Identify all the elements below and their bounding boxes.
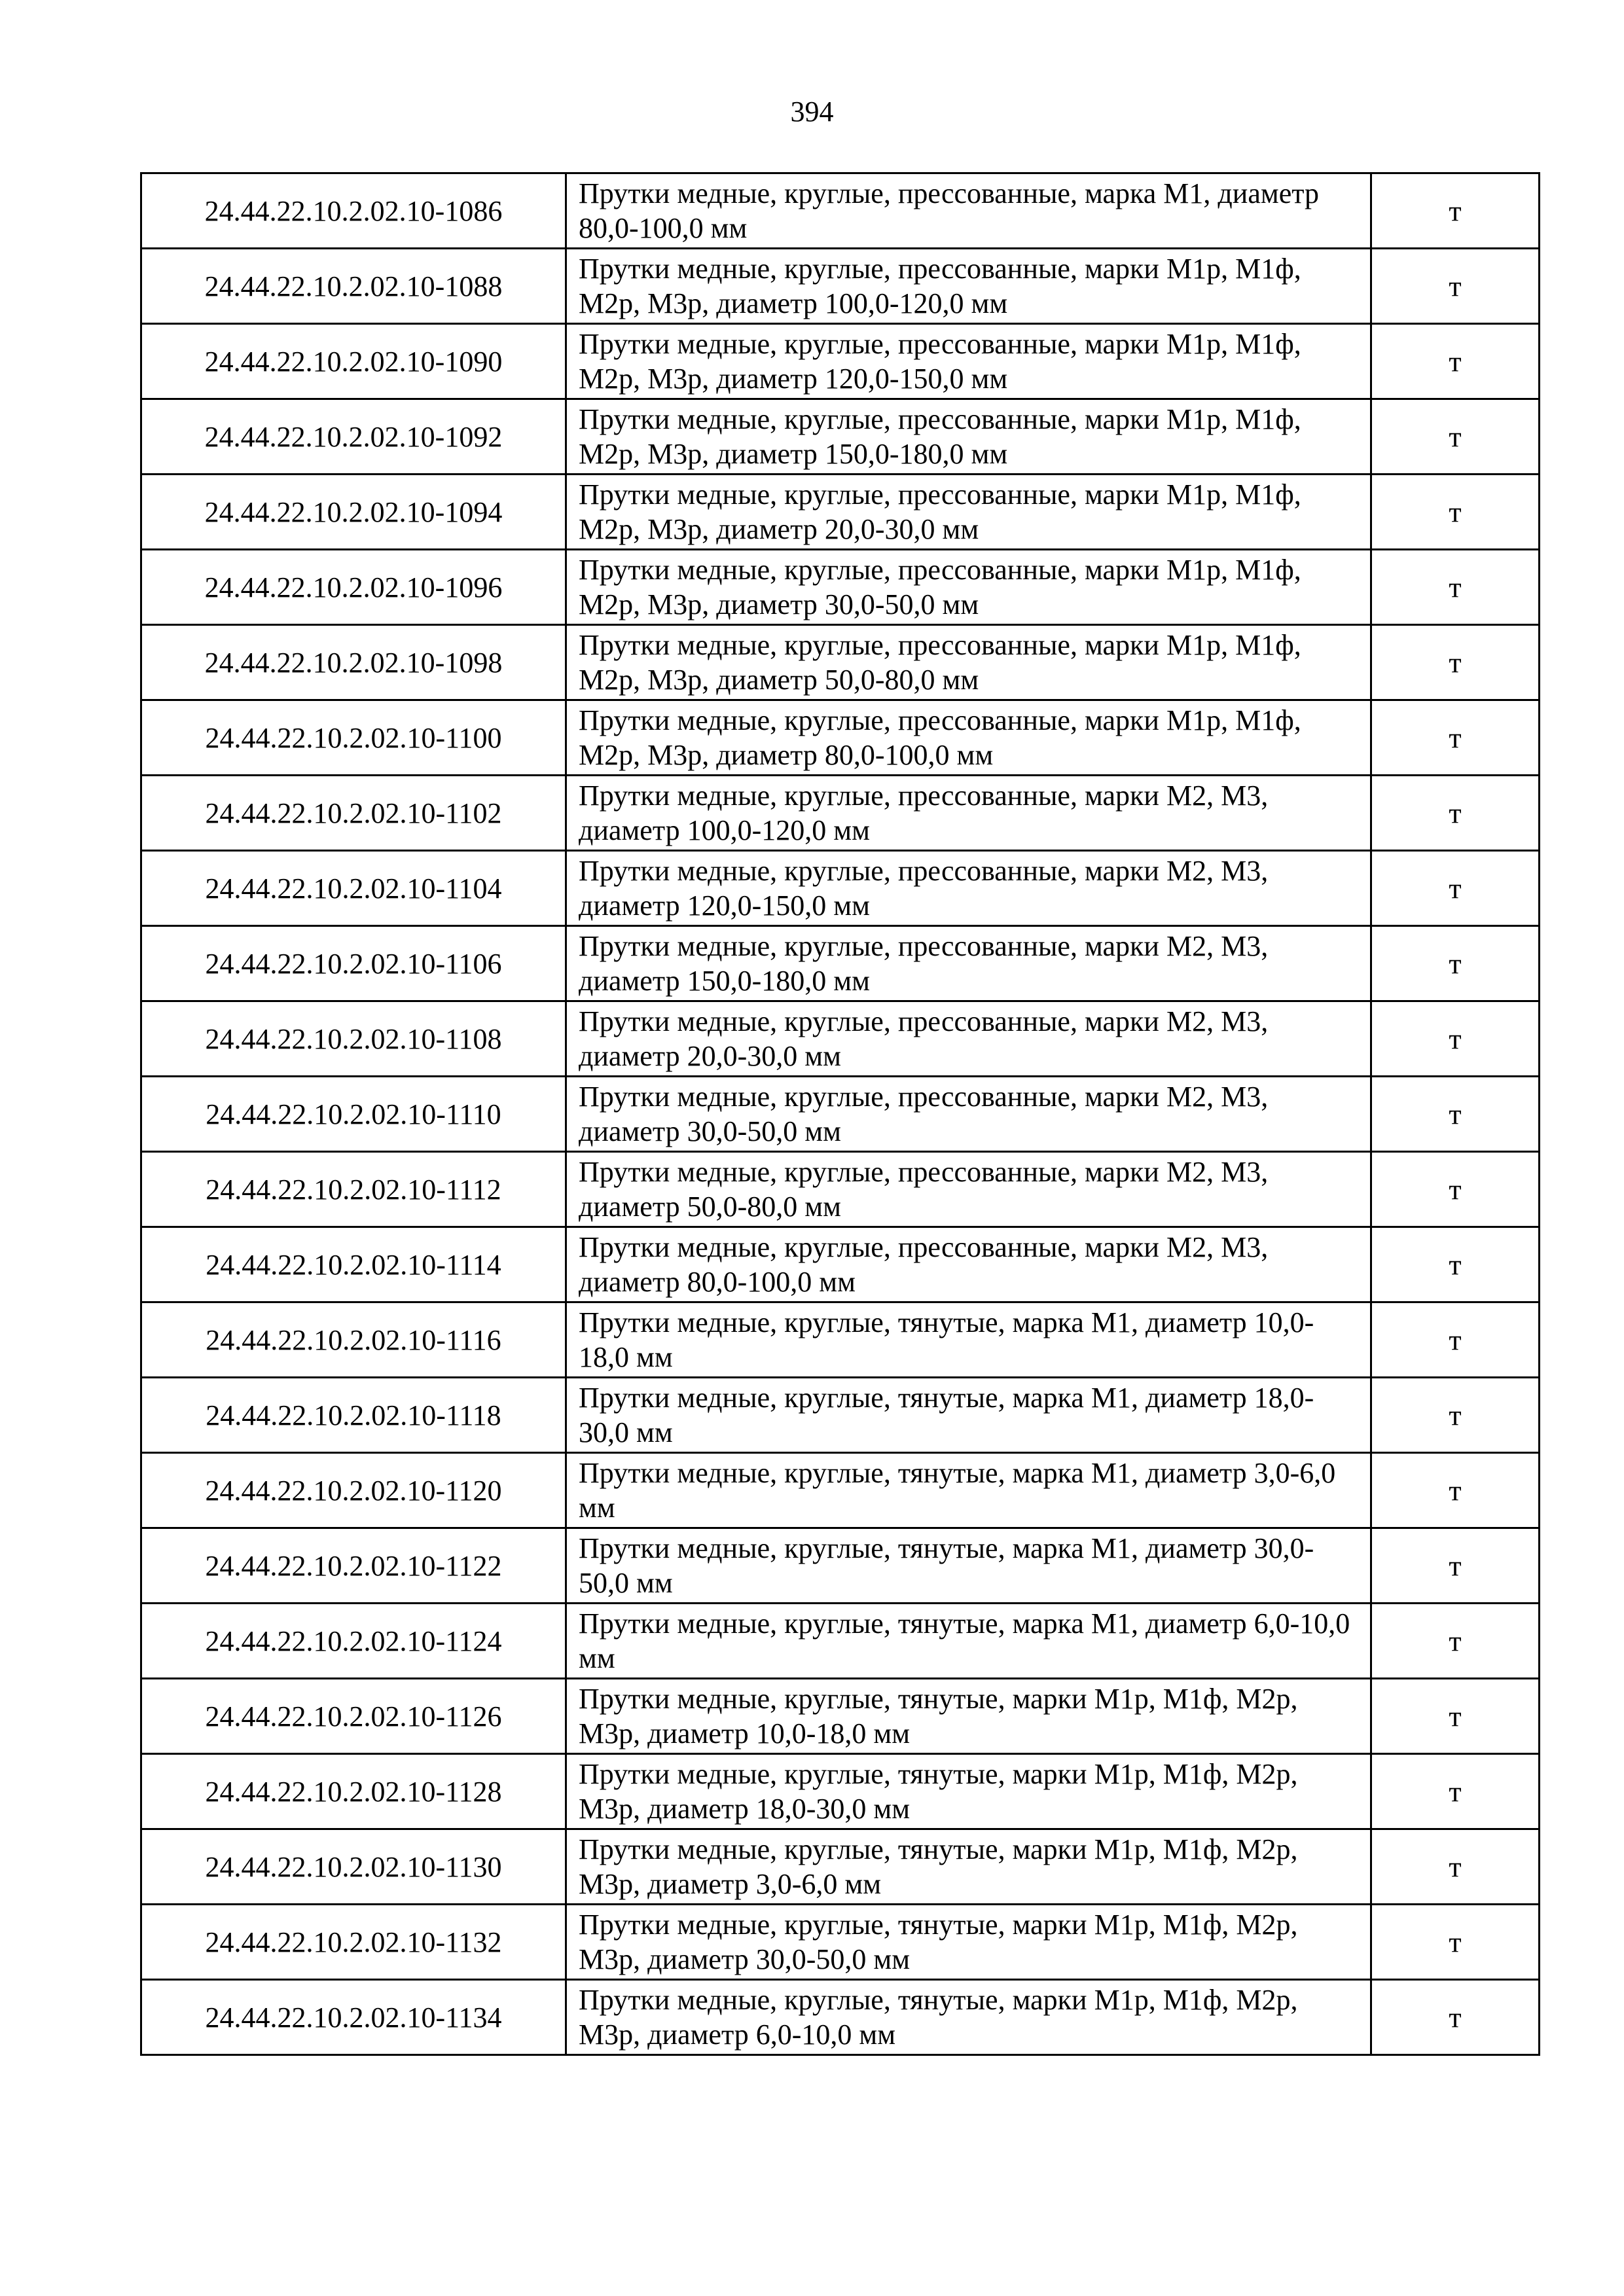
resource-code-cell: 24.44.22.10.2.02.10-1100 — [141, 700, 566, 776]
resource-code-cell: 24.44.22.10.2.02.10-1126 — [141, 1679, 566, 1754]
resource-name-cell: Прутки медные, круглые, прессованные, марки М1р, М1ф, М2р, М3р, диаметр 120,0-150,0 мм — [566, 324, 1371, 399]
unit-cell: т — [1371, 1378, 1540, 1453]
unit-cell: т — [1371, 324, 1540, 399]
table-row — [141, 1679, 1540, 1754]
resource-name-cell: Прутки медные, круглые, прессованные, марки М1р, М1ф, М2р, М3р, диаметр 30,0-50,0 мм — [566, 550, 1371, 625]
resource-name-cell: Прутки медные, круглые, тянутые, марка М1, диаметр 10,0-18,0 мм — [566, 1302, 1371, 1378]
resource-code-cell: 24.44.22.10.2.02.10-1134 — [141, 1980, 566, 2055]
unit-cell: т — [1371, 173, 1540, 249]
table-body — [141, 173, 1540, 2055]
unit-cell: т — [1371, 1302, 1540, 1378]
resource-code-cell: 24.44.22.10.2.02.10-1104 — [141, 851, 566, 926]
resource-name-cell: Прутки медные, круглые, прессованные, марки М2, М3, диаметр 50,0-80,0 мм — [566, 1152, 1371, 1227]
unit-cell: т — [1371, 1829, 1540, 1905]
table-row — [141, 1980, 1540, 2055]
resource-code-cell: 24.44.22.10.2.02.10-1096 — [141, 550, 566, 625]
resource-code-cell: 24.44.22.10.2.02.10-1094 — [141, 475, 566, 550]
unit-cell: т — [1371, 475, 1540, 550]
table-row — [141, 1604, 1540, 1679]
resource-code-cell: 24.44.22.10.2.02.10-1120 — [141, 1453, 566, 1528]
resource-name-cell: Прутки медные, круглые, прессованные, марки М2, М3, диаметр 20,0-30,0 мм — [566, 1001, 1371, 1077]
unit-cell: т — [1371, 399, 1540, 475]
table-row — [141, 550, 1540, 625]
resource-name-cell: Прутки медные, круглые, прессованные, марки М1р, М1ф, М2р, М3р, диаметр 80,0-100,0 мм — [566, 700, 1371, 776]
unit-cell: т — [1371, 249, 1540, 324]
resource-code-cell: 24.44.22.10.2.02.10-1098 — [141, 625, 566, 700]
unit-cell: т — [1371, 1152, 1540, 1227]
table-row — [141, 324, 1540, 399]
unit-cell: т — [1371, 625, 1540, 700]
resource-table — [140, 172, 1540, 2056]
table-row — [141, 1528, 1540, 1604]
resource-code-cell: 24.44.22.10.2.02.10-1130 — [141, 1829, 566, 1905]
table-row — [141, 926, 1540, 1001]
unit-cell: т — [1371, 776, 1540, 851]
unit-cell: т — [1371, 1528, 1540, 1604]
unit-cell: т — [1371, 1077, 1540, 1152]
resource-name-cell: Прутки медные, круглые, прессованные, марка М1, диаметр 80,0-100,0 мм — [566, 173, 1371, 249]
unit-cell: т — [1371, 1453, 1540, 1528]
resource-code-cell: 24.44.22.10.2.02.10-1090 — [141, 324, 566, 399]
table-row — [141, 1001, 1540, 1077]
resource-code-cell: 24.44.22.10.2.02.10-1116 — [141, 1302, 566, 1378]
unit-cell: т — [1371, 1001, 1540, 1077]
resource-code-cell: 24.44.22.10.2.02.10-1092 — [141, 399, 566, 475]
table-row — [141, 1302, 1540, 1378]
resource-name-cell: Прутки медные, круглые, тянутые, марки М1р, М1ф, М2р, М3р, диаметр 18,0-30,0 мм — [566, 1754, 1371, 1829]
resource-name-cell: Прутки медные, круглые, тянутые, марки М1р, М1ф, М2р, М3р, диаметр 30,0-50,0 мм — [566, 1905, 1371, 1980]
resource-name-cell: Прутки медные, круглые, прессованные, марки М2, М3, диаметр 120,0-150,0 мм — [566, 851, 1371, 926]
resource-name-cell: Прутки медные, круглые, тянутые, марки М1р, М1ф, М2р, М3р, диаметр 10,0-18,0 мм — [566, 1679, 1371, 1754]
resource-code-cell: 24.44.22.10.2.02.10-1122 — [141, 1528, 566, 1604]
resource-name-cell: Прутки медные, круглые, прессованные, марки М2, М3, диаметр 100,0-120,0 мм — [566, 776, 1371, 851]
resource-code-cell: 24.44.22.10.2.02.10-1108 — [141, 1001, 566, 1077]
unit-cell: т — [1371, 550, 1540, 625]
resource-code-cell: 24.44.22.10.2.02.10-1088 — [141, 249, 566, 324]
page-number: 394 — [790, 96, 834, 128]
table-row — [141, 1905, 1540, 1980]
resource-code-cell: 24.44.22.10.2.02.10-1106 — [141, 926, 566, 1001]
unit-cell: т — [1371, 700, 1540, 776]
unit-cell: т — [1371, 1604, 1540, 1679]
resource-code-cell: 24.44.22.10.2.02.10-1112 — [141, 1152, 566, 1227]
table-row — [141, 1378, 1540, 1453]
table-row — [141, 1453, 1540, 1528]
resource-name-cell: Прутки медные, круглые, тянутые, марки М1р, М1ф, М2р, М3р, диаметр 6,0-10,0 мм — [566, 1980, 1371, 2055]
table-row — [141, 700, 1540, 776]
resource-name-cell: Прутки медные, круглые, тянутые, марка М1, диаметр 3,0-6,0 мм — [566, 1453, 1371, 1528]
unit-cell: т — [1371, 1905, 1540, 1980]
table-row — [141, 1227, 1540, 1302]
unit-cell: т — [1371, 1980, 1540, 2055]
table-row — [141, 1754, 1540, 1829]
table-row — [141, 399, 1540, 475]
resource-code-cell: 24.44.22.10.2.02.10-1110 — [141, 1077, 566, 1152]
resource-name-cell: Прутки медные, круглые, прессованные, марки М2, М3, диаметр 150,0-180,0 мм — [566, 926, 1371, 1001]
table-row — [141, 625, 1540, 700]
unit-cell: т — [1371, 851, 1540, 926]
table-row — [141, 173, 1540, 249]
table-row — [141, 1152, 1540, 1227]
resource-code-cell: 24.44.22.10.2.02.10-1124 — [141, 1604, 566, 1679]
unit-cell: т — [1371, 1679, 1540, 1754]
resource-name-cell: Прутки медные, круглые, тянутые, марка М1, диаметр 6,0-10,0 мм — [566, 1604, 1371, 1679]
table-row — [141, 1829, 1540, 1905]
resource-code-cell: 24.44.22.10.2.02.10-1132 — [141, 1905, 566, 1980]
resource-code-cell: 24.44.22.10.2.02.10-1114 — [141, 1227, 566, 1302]
resource-name-cell: Прутки медные, круглые, тянутые, марки М1р, М1ф, М2р, М3р, диаметр 3,0-6,0 мм — [566, 1829, 1371, 1905]
resource-name-cell: Прутки медные, круглые, тянутые, марка М1, диаметр 30,0-50,0 мм — [566, 1528, 1371, 1604]
resource-code-cell: 24.44.22.10.2.02.10-1118 — [141, 1378, 566, 1453]
table-row — [141, 475, 1540, 550]
resource-code-cell: 24.44.22.10.2.02.10-1128 — [141, 1754, 566, 1829]
resource-name-cell: Прутки медные, круглые, прессованные, марки М2, М3, диаметр 80,0-100,0 мм — [566, 1227, 1371, 1302]
unit-cell: т — [1371, 926, 1540, 1001]
resource-code-cell: 24.44.22.10.2.02.10-1102 — [141, 776, 566, 851]
table-row — [141, 851, 1540, 926]
unit-cell: т — [1371, 1754, 1540, 1829]
resource-name-cell: Прутки медные, круглые, прессованные, марки М1р, М1ф, М2р, М3р, диаметр 50,0-80,0 мм — [566, 625, 1371, 700]
resource-name-cell: Прутки медные, круглые, прессованные, марки М1р, М1ф, М2р, М3р, диаметр 20,0-30,0 мм — [566, 475, 1371, 550]
unit-cell: т — [1371, 1227, 1540, 1302]
table-row — [141, 776, 1540, 851]
table-row — [141, 249, 1540, 324]
resource-code-cell: 24.44.22.10.2.02.10-1086 — [141, 173, 566, 249]
resource-name-cell: Прутки медные, круглые, тянутые, марка М1, диаметр 18,0-30,0 мм — [566, 1378, 1371, 1453]
resource-name-cell: Прутки медные, круглые, прессованные, марки М1р, М1ф, М2р, М3р, диаметр 100,0-120,0 мм — [566, 249, 1371, 324]
resource-name-cell: Прутки медные, круглые, прессованные, марки М1р, М1ф, М2р, М3р, диаметр 150,0-180,0 мм — [566, 399, 1371, 475]
resource-name-cell: Прутки медные, круглые, прессованные, марки М2, М3, диаметр 30,0-50,0 мм — [566, 1077, 1371, 1152]
table-row — [141, 1077, 1540, 1152]
